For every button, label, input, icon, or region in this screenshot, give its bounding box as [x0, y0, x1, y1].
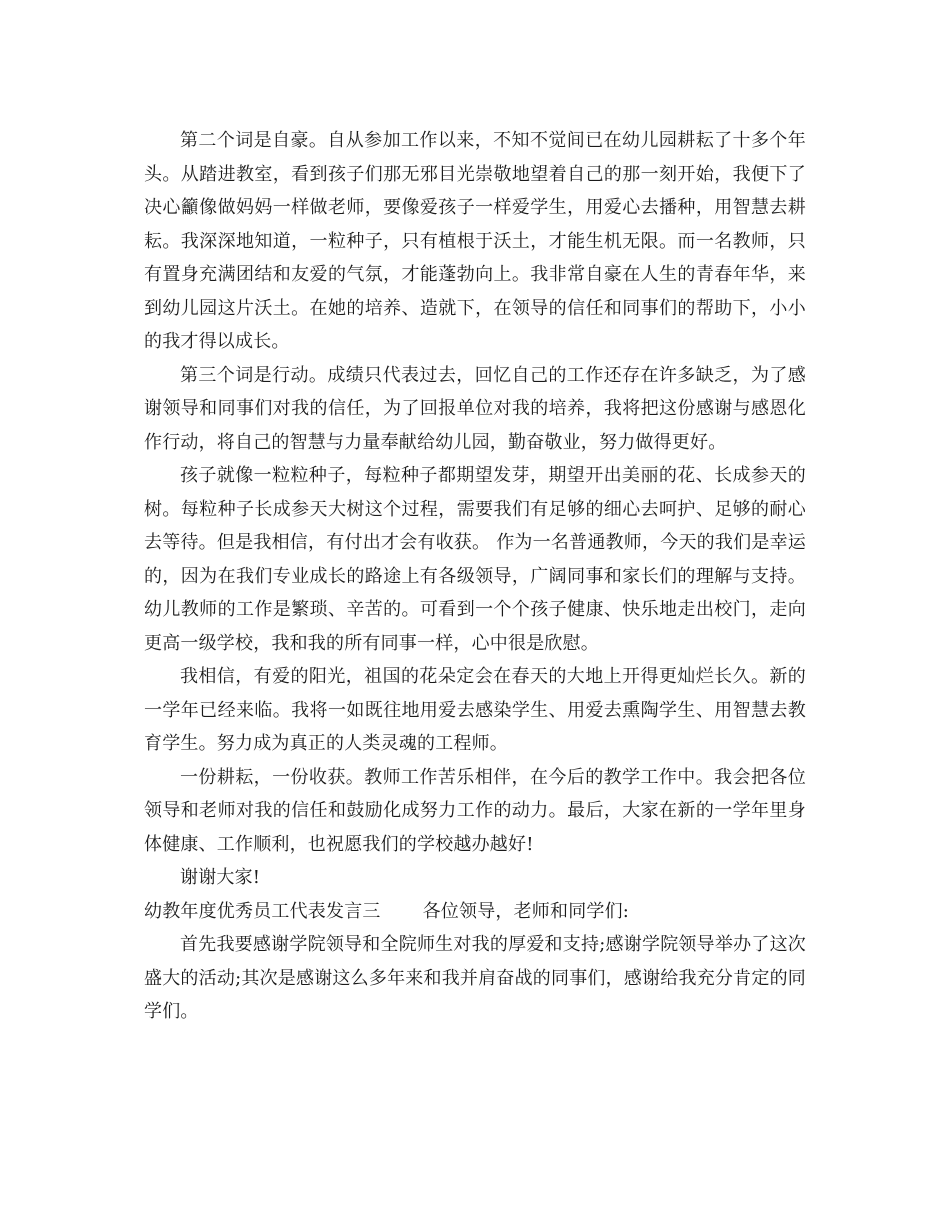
paragraph-seeds: 孩子就像一粒粒种子，每粒种子都期望发芽，期望开出美丽的花、长成参天的树。每粒种子长成参天大树这个过程，需要我们有足够的细心去呵护、足够的耐心去等待。但是我相信，有付出才会有收获。 作为一名普通教师，今天的我们是幸运的，因为在我们专业成长的路途上有各级领导，广阔同事和家长们的理解与支持。幼儿教师的工作是繁琐、辛苦的。可看到一个个孩子健康、快乐地走出校门，走向更高一级学校，我和我的所有同事一样，心中很是欣慰。	[144, 465, 806, 654]
paragraph-action: 第三个词是行动。成绩只代表过去，回忆自己的工作还存在许多缺乏，为了感谢领导和同事们对我的信任，为了回报单位对我的培养，我将把这份感谢与感恩化作行动，将自己的智慧与力量奉献给幼儿园，勤奋敬业，努力做得更好。	[144, 364, 806, 453]
paragraph-harvest: 一份耕耘，一份收获。教师工作苦乐相伴，在今后的教学工作中。我会把各位领导和老师对我的信任和鼓励化成努力工作的动力。最后，大家在新的一学年里身体健康、工作顺利，也祝愿我们的学校越办越好!	[144, 766, 806, 855]
paragraph-pride: 第二个词是自豪。自从参加工作以来，不知不觉间已在幼儿园耕耘了十多个年头。从踏进教室，看到孩子们那无邪目光崇敬地望着自己的那一刻开始，我便下了决心籲像做妈妈一样做老师，要像爱孩子一样爱学生，用爱心去播种，用智慧去耕耘。我深深地知道，一粒种子，只有植根于沃土，才能生机无限。而一名教师，只有置身充满团结和友爱的气氛，才能蓬勃向上。我非常自豪在人生的青春年华，来到幼儿园这片沃土。在她的培养、造就下，在领导的信任和同事们的帮助下，小小的我才得以成长。	[144, 130, 806, 352]
speech-salutation: 各位领导，老师和同学们:	[422, 900, 630, 922]
paragraph-thanks: 谢谢大家!	[180, 867, 261, 888]
document-page	[144, 124, 806, 1029]
paragraph-opening-thanks: 首先我要感谢学院领导和全院师生对我的厚爱和支持;感谢学院领导举办了这次盛大的活动;其次是感谢这么多年来和我并肩奋战的同事们，感谢给我充分肯定的同学们。	[144, 934, 806, 1022]
speech-heading-line	[144, 895, 806, 929]
speech-title: 幼教年度优秀员工代表发言三	[144, 900, 381, 922]
paragraph-belief: 我相信，有爱的阳光，祖国的花朵定会在春天的大地上开得更灿烂长久。新的一学年已经来临。我将一如既往地用爱去感染学生、用爱去熏陶学生、用智慧去教育学生。努力成为真正的人类灵魂的工程师。	[144, 666, 806, 754]
